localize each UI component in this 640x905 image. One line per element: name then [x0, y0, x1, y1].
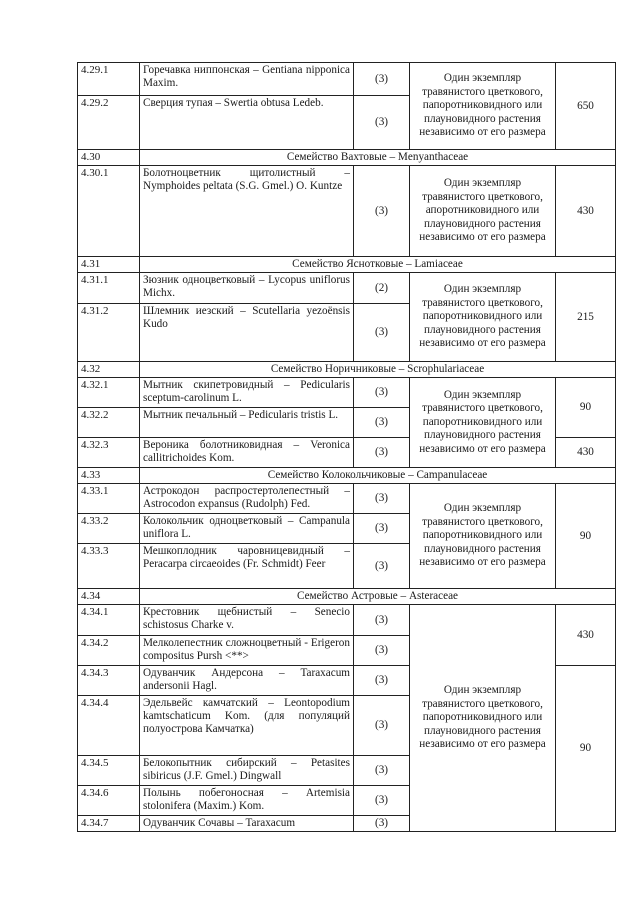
row-number: 4.31.2	[78, 304, 140, 362]
category-cell: (3)	[354, 544, 410, 589]
species-name: Шлемник иезский – Scutellaria yezoënsis Kudo	[140, 304, 354, 362]
species-name: Эдельвейс камчатский – Leontopodium kamtschaticum Kom. (для популяций полуострова Камчатка)	[140, 696, 354, 756]
species-name: Колокольчик одноцветковый – Campanula uniflora L.	[140, 514, 354, 544]
table-row	[78, 63, 616, 96]
family-row	[78, 150, 616, 166]
table-row	[78, 484, 616, 514]
species-name: Белокопытник сибирский – Petasites sibiricus (J.F. Gmel.) Dingwall	[140, 756, 354, 786]
species-name: Одуванчик Сочавы – Taraxacum	[140, 816, 354, 832]
row-number: 4.30	[78, 150, 140, 166]
species-name: Полынь побегоносная – Artemisia stolonifera (Maxim.) Kom.	[140, 786, 354, 816]
category-cell: (3)	[354, 63, 410, 96]
category-cell: (3)	[354, 438, 410, 468]
row-number: 4.34.3	[78, 666, 140, 696]
rate-cell: 215	[556, 273, 616, 362]
category-cell: (3)	[354, 96, 410, 150]
species-name: Вероника болотниковидная – Veronica callitrichoides Kom.	[140, 438, 354, 468]
unit-description: Один экземпляр травянистого цветкового, папоротниковидного или плауновидного растения независимо от его размера	[410, 378, 556, 468]
family-row	[78, 589, 616, 605]
species-name: Одуванчик Андерсона – Taraxacum andersonii Hagl.	[140, 666, 354, 696]
family-row	[78, 257, 616, 273]
category-cell: (3)	[354, 484, 410, 514]
category-cell: (3)	[354, 696, 410, 756]
row-number: 4.34.7	[78, 816, 140, 832]
row-number: 4.29.1	[78, 63, 140, 96]
row-number: 4.34.4	[78, 696, 140, 756]
category-cell: (3)	[354, 756, 410, 786]
row-number: 4.33.3	[78, 544, 140, 589]
row-number: 4.30.1	[78, 166, 140, 257]
category-cell: (3)	[354, 304, 410, 362]
rate-cell: 430	[556, 166, 616, 257]
species-name: Мешкоплодник чаровницевидный – Peracarpa circaeoides (Fr. Schmidt) Feer	[140, 544, 354, 589]
category-cell: (3)	[354, 378, 410, 408]
unit-description: Один экземпляр травянистого цветкового, апоротниковидного или плауновидного растения независимо от его размера	[410, 166, 556, 257]
row-number: 4.33	[78, 468, 140, 484]
species-name: Мытник скипетровидный – Pedicularis sceptum-carolinum L.	[140, 378, 354, 408]
category-cell: (3)	[354, 636, 410, 666]
row-number: 4.31.1	[78, 273, 140, 304]
family-name: Семейство Колокольчиковые – Campanulaceae	[140, 468, 616, 484]
row-number: 4.34.5	[78, 756, 140, 786]
family-name: Семейство Норичниковые – Scrophulariaceae	[140, 362, 616, 378]
row-number: 4.33.2	[78, 514, 140, 544]
category-cell: (3)	[354, 166, 410, 257]
species-name: Болотноцветник щитолистный – Nymphoides peltata (S.G. Gmel.) O. Kuntze	[140, 166, 354, 257]
rate-cell: 90	[556, 484, 616, 589]
rate-cell: 90	[556, 378, 616, 438]
table-row	[78, 166, 616, 257]
unit-description: Один экземпляр травянистого цветкового, папоротниковидного или плауновидного растения независимо от его размера	[410, 63, 556, 150]
rate-cell: 430	[556, 605, 616, 666]
family-row	[78, 468, 616, 484]
row-number: 4.32	[78, 362, 140, 378]
row-number: 4.34.6	[78, 786, 140, 816]
species-name: Мелколепестник сложноцветный - Erigeron compositus Pursh <**>	[140, 636, 354, 666]
family-name: Семейство Вахтовые – Menyanthaceae	[140, 150, 616, 166]
row-number: 4.34.2	[78, 636, 140, 666]
row-number: 4.32.2	[78, 408, 140, 438]
category-cell: (2)	[354, 273, 410, 304]
table-row	[78, 378, 616, 408]
species-name: Зюзник одноцветковый – Lycopus uniflorus Michx.	[140, 273, 354, 304]
species-name: Сверция тупая – Swertia obtusa Ledeb.	[140, 96, 354, 150]
row-number: 4.34.1	[78, 605, 140, 636]
row-number: 4.31	[78, 257, 140, 273]
row-number: 4.34	[78, 589, 140, 605]
category-cell: (3)	[354, 514, 410, 544]
family-name: Семейство Яснотковые – Lamiaceae	[140, 257, 616, 273]
species-name: Крестовник щебнистый – Senecio schistosus Charke v.	[140, 605, 354, 636]
row-number: 4.32.3	[78, 438, 140, 468]
unit-description: Один экземпляр травянистого цветкового, папоротниковидного или плауновидного растения независимо от его размера	[410, 273, 556, 362]
table-row	[78, 273, 616, 304]
row-number: 4.32.1	[78, 378, 140, 408]
species-name: Астрокодон распростертолепестный – Astrocodon expansus (Rudolph) Fed.	[140, 484, 354, 514]
rate-cell: 650	[556, 63, 616, 150]
category-cell: (3)	[354, 786, 410, 816]
category-cell: (3)	[354, 605, 410, 636]
row-number: 4.33.1	[78, 484, 140, 514]
category-cell: (3)	[354, 666, 410, 696]
table-row	[78, 605, 616, 636]
species-table	[77, 62, 616, 832]
row-number: 4.29.2	[78, 96, 140, 150]
species-name: Горечавка ниппонская – Gentiana nipponica Maxim.	[140, 63, 354, 96]
unit-description: Один экземпляр травянистого цветкового, папоротниковидного или плауновидного растения независимо от его размера	[410, 484, 556, 589]
unit-description: Один экземпляр травянистого цветкового, папоротниковидного или плауновидного растения независимо от его размера	[410, 605, 556, 832]
rate-cell: 430	[556, 438, 616, 468]
category-cell: (3)	[354, 816, 410, 832]
rate-cell: 90	[556, 666, 616, 832]
family-row	[78, 362, 616, 378]
family-name: Семейство Астровые – Asteraceae	[140, 589, 616, 605]
species-name: Мытник печальный – Pedicularis tristis L.	[140, 408, 354, 438]
category-cell: (3)	[354, 408, 410, 438]
